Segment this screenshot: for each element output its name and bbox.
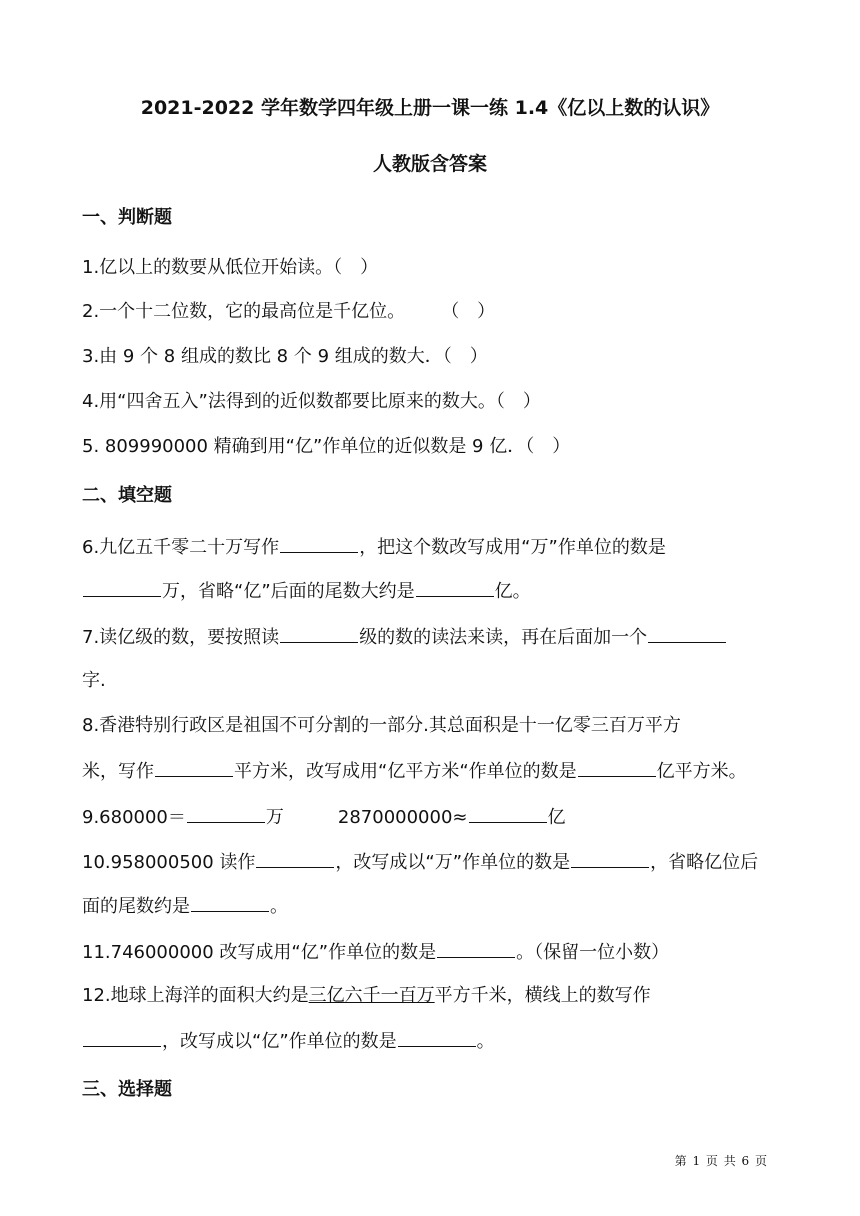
- question-8-text-b: 米，写作: [82, 761, 154, 782]
- answer-blank[interactable]: [256, 849, 334, 868]
- answer-blank[interactable]: [280, 534, 358, 553]
- question-9: [82, 804, 780, 830]
- question-10-line1: [82, 849, 780, 875]
- answer-blank[interactable]: [416, 578, 494, 597]
- answer-blank[interactable]: [437, 939, 515, 958]
- answer-blank[interactable]: [578, 758, 656, 777]
- question-12-underlined-number: 三亿六千一百万: [308, 985, 435, 1006]
- question-12-text-c: ，改写成以“亿”作单位的数是: [162, 1031, 397, 1052]
- question-9-text-d: 亿: [547, 807, 566, 828]
- question-9-text-a: 9.680000＝: [82, 807, 186, 828]
- question-12-text-a: 12.地球上海洋的面积大约是: [82, 985, 309, 1006]
- answer-blank[interactable]: [83, 1028, 161, 1047]
- question-1: 1.亿以上的数要从低位开始读。（ ）: [82, 257, 379, 278]
- question-11-text-b: 。（保留一位小数）: [516, 942, 670, 963]
- answer-blank[interactable]: [469, 804, 547, 823]
- document-title-line1: 2021-2022 学年数学四年级上册一课一练 1.4《亿以上数的认识》: [140, 97, 720, 119]
- answer-blank[interactable]: [280, 624, 358, 643]
- section-heading-fill-blank: 二、填空题: [82, 485, 172, 506]
- question-8-text-d: 亿平方米。: [656, 761, 747, 782]
- question-10-text-b: ，改写成以“万”作单位的数是: [335, 852, 571, 873]
- question-9-text-b: 万: [265, 807, 284, 828]
- answer-blank[interactable]: [571, 849, 649, 868]
- question-2-paren: （ ）: [441, 301, 496, 322]
- question-6-line1: [82, 534, 780, 560]
- question-12-line2: [82, 1028, 780, 1054]
- document-title-line2: 人教版含答案: [372, 153, 487, 175]
- question-6-text-a: 6.九亿五千零二十万写作: [82, 537, 280, 558]
- question-2: [82, 300, 780, 324]
- question-7-text-b: 级的数的读法来读，再在后面加一个: [359, 627, 648, 648]
- question-8-line2: [82, 758, 780, 784]
- question-9-text-c: 2870000000≈: [337, 807, 468, 828]
- question-2-text: 2.一个十二位数，它的最高位是千亿位。: [82, 301, 406, 322]
- question-6-text-b: ，把这个数改写成用“万”作单位的数是: [359, 537, 666, 558]
- question-6-text-d: 亿。: [494, 581, 531, 602]
- answer-blank[interactable]: [398, 1028, 476, 1047]
- question-8-line1: 8.香港特别行政区是祖国不可分割的一部分.其总面积是十一亿零三百万平方: [82, 715, 681, 736]
- question-10-text-c: ，省略亿位后: [650, 852, 759, 873]
- question-7-line1: [82, 624, 780, 650]
- question-11-text-a: 11.746000000 改写成用“亿”作单位的数是: [82, 942, 437, 963]
- question-12-text-b: 平方千米，横线上的数写作: [434, 985, 651, 1006]
- question-10-text-e: 。: [270, 896, 288, 917]
- answer-blank[interactable]: [83, 578, 161, 597]
- question-11: [82, 939, 780, 965]
- answer-blank[interactable]: [187, 804, 265, 823]
- question-7-text-a: 7.读亿级的数，要按照读: [82, 627, 280, 648]
- question-12-line1: [82, 984, 780, 1008]
- answer-blank[interactable]: [191, 893, 269, 912]
- question-4: 4.用“四舍五入”法得到的近似数都要比原来的数大。（ ）: [82, 391, 541, 412]
- question-8-text-c: 平方米，改写成用“亿平方米“作单位的数是: [234, 761, 577, 782]
- question-6-text-c: 万，省略“亿”后面的尾数大约是: [162, 581, 415, 602]
- question-5: 5. 809990000 精确到用“亿”作单位的近似数是 9 亿．（ ）: [82, 436, 571, 457]
- page-number: 第 1 页 共 6 页: [674, 1154, 768, 1168]
- answer-blank[interactable]: [648, 624, 726, 643]
- question-7-line2: 字.: [82, 670, 106, 691]
- answer-blank[interactable]: [155, 758, 233, 777]
- question-6-line2: [82, 578, 780, 604]
- section-heading-multiple-choice: 三、选择题: [82, 1079, 172, 1100]
- question-10-text-a: 10.958000500 读作: [82, 852, 256, 873]
- question-3: 3.由 9 个 8 组成的数比 8 个 9 组成的数大．（ ）: [82, 346, 488, 367]
- question-10-text-d: 面的尾数约是: [82, 896, 190, 917]
- question-12-text-d: 。: [476, 1031, 495, 1052]
- section-heading-true-false: 一、判断题: [82, 207, 172, 228]
- question-10-line2: [82, 893, 780, 919]
